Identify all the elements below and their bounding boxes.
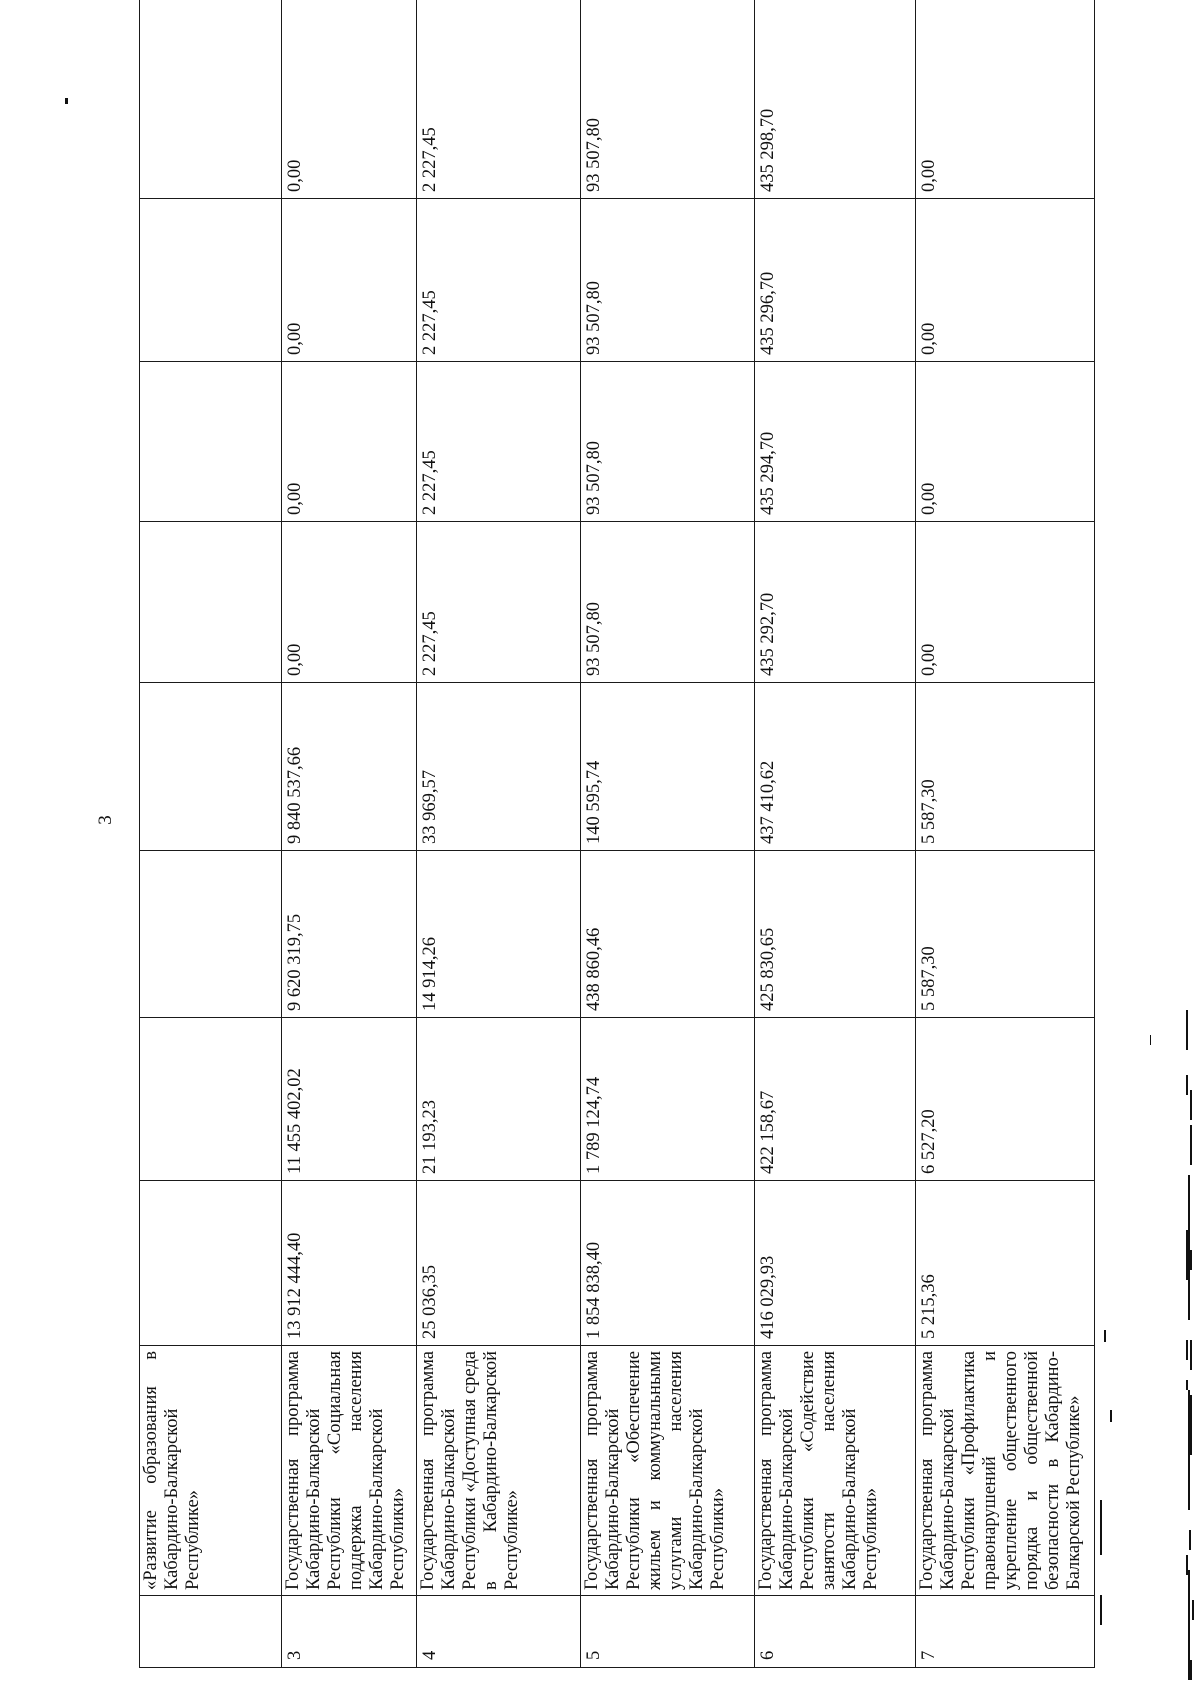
value-cell: 0,00 [916,199,1095,362]
value-cell: 1 854 838,40 [581,1181,755,1346]
row-number: 7 [916,1596,1095,1668]
row-number: 4 [417,1596,581,1668]
value-cell: 93 507,80 [581,522,755,683]
scan-artifact [1190,1340,1192,1370]
scan-artifact [1190,1250,1192,1270]
value-cell: 0,00 [916,522,1095,683]
value-cell: 9 840 537,66 [282,683,417,851]
scan-artifact [1186,1010,1188,1050]
value-cell: 93 507,80 [581,0,755,199]
value-cell: 438 860,46 [581,851,755,1018]
page-number: 3 [95,815,116,825]
scan-artifact [1188,1620,1190,1660]
value-cell: 25 036,35 [417,1181,581,1346]
table-row [581,0,755,1668]
value-cell: 0,00 [916,0,1095,199]
value-cell: 93 507,80 [581,199,755,362]
value-cell: 2 227,45 [417,522,581,683]
value-cell [140,362,282,522]
value-cell: 13 912 444,40 [282,1181,417,1346]
table-row [755,0,916,1668]
table-row [282,0,417,1668]
program-name: Государственная программа Кабардино-Балкарской Республики «Обеспечение жильем и коммунальными услугами населения Кабардино-Балкарской Республики» [581,1346,755,1596]
value-cell: 21 193,23 [417,1018,581,1181]
scan-artifact [1186,1380,1188,1390]
value-cell: 0,00 [282,522,417,683]
scan-artifact [1190,1660,1192,1680]
value-cell: 435 296,70 [755,199,916,362]
program-name: Государственная программа Кабардино-Балкарской Республики «Доступная среда в Кабардино-Балкарской Республике» [417,1346,581,1596]
rotated-table-container [139,37,1094,1668]
value-cell: 1 789 124,74 [581,1018,755,1181]
scan-artifact [1186,1075,1188,1095]
value-cell: 0,00 [282,199,417,362]
value-cell [140,199,282,362]
program-name: Государственная программа Кабардино-Балкарской Республики «Содействие занятости населения Кабардино-Балкарской Республики» [755,1346,916,1596]
row-number: 3 [282,1596,417,1668]
scan-artifact [1150,1035,1151,1045]
scan-artifact [1100,1595,1102,1625]
row-number: 5 [581,1596,755,1668]
value-cell: 2 227,45 [417,199,581,362]
value-cell: 437 410,62 [755,683,916,851]
scan-artifact [1186,1340,1188,1360]
scan-artifact [1189,1530,1191,1550]
value-cell [140,1181,282,1346]
scan-artifact [1104,1330,1106,1342]
scan-artifact [1186,1230,1188,1280]
value-cell: 435 292,70 [755,522,916,683]
scan-artifact [1190,1125,1192,1165]
program-name: Государственная программа Кабардино-Балкарской Республики «Профилактика правонарушений и укрепление общественного порядка и общественной безопасности в Кабардино-Балкарской Республике» [916,1346,1095,1596]
value-cell [140,1018,282,1181]
value-cell: 425 830,65 [755,851,916,1018]
value-cell: 2 227,45 [417,362,581,522]
budget-table [139,0,1095,1668]
scan-artifact [1186,1555,1188,1575]
value-cell: 9 620 319,75 [282,851,417,1018]
value-cell: 0,00 [282,0,417,199]
value-cell: 435 294,70 [755,362,916,522]
value-cell [140,851,282,1018]
table-row [417,0,581,1668]
value-cell [140,683,282,851]
scan-artifact [1192,1600,1194,1620]
program-name: Государственная программа Кабардино-Балкарской Республики «Социальная поддержка населения Кабардино-Балкарской Республики» [282,1346,417,1596]
value-cell: 14 914,26 [417,851,581,1018]
scan-artifact [1100,1500,1102,1555]
table-row [916,0,1095,1668]
value-cell [140,522,282,683]
value-cell: 2 227,45 [417,0,581,199]
value-cell: 0,00 [916,362,1095,522]
scan-artifact [65,98,68,104]
scan-artifact [1190,1090,1192,1120]
scan-artifact [1190,1395,1192,1455]
row-number: 6 [755,1596,916,1668]
row-number [140,1596,282,1668]
value-cell: 416 029,93 [755,1181,916,1346]
value-cell: 422 158,67 [755,1018,916,1181]
scan-artifact [1110,1410,1112,1422]
program-name: «Развитие образования в Кабардино-Балкарской Республике» [140,1346,282,1596]
value-cell: 5 587,30 [916,851,1095,1018]
value-cell: 33 969,57 [417,683,581,851]
value-cell: 11 455 402,02 [282,1018,417,1181]
value-cell: 6 527,20 [916,1018,1095,1181]
value-cell: 140 595,74 [581,683,755,851]
value-cell: 5 587,30 [916,683,1095,851]
value-cell: 0,00 [282,362,417,522]
value-cell: 5 215,36 [916,1181,1095,1346]
value-cell: 435 298,70 [755,0,916,199]
scan-artifact [1188,1175,1190,1320]
value-cell [140,0,282,199]
value-cell: 93 507,80 [581,362,755,522]
table-row [140,0,282,1668]
